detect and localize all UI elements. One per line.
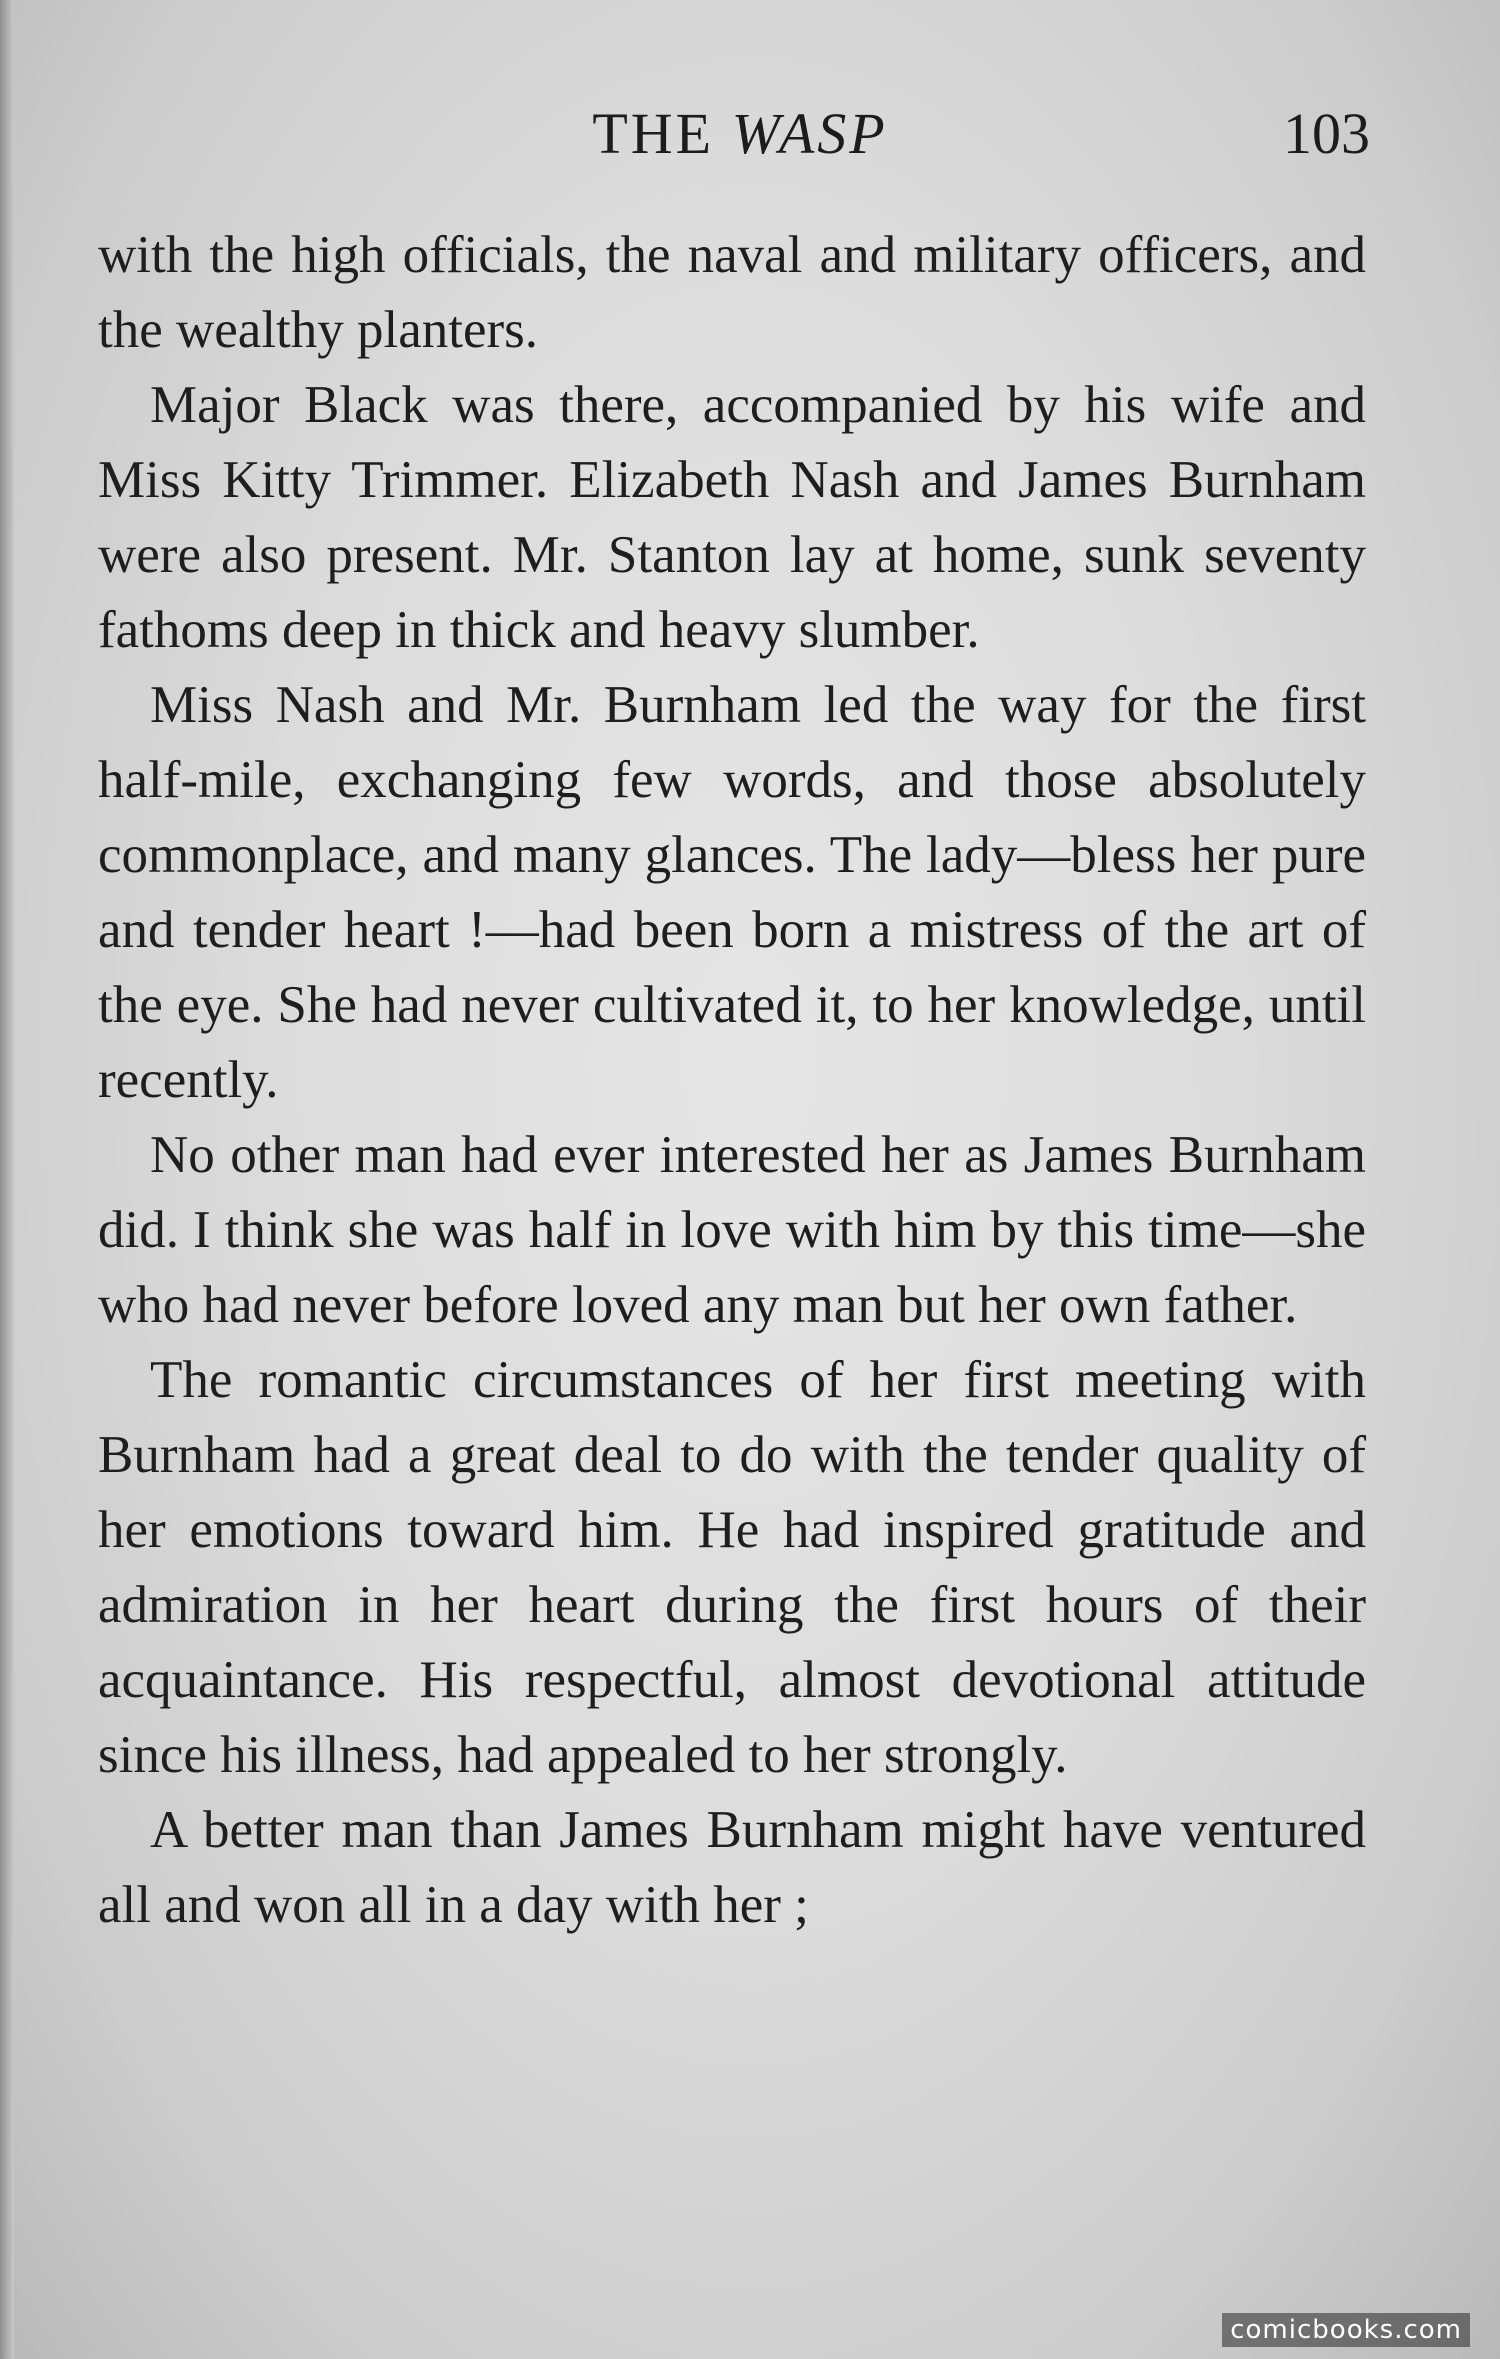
paragraph-5: The romantic circumstances of her first meeting with Burnham had a great deal to do with the tender quality of her emotions toward him. He had inspired gratitude and admiration in her heart during the first hours of their acquaintance. His respectful, almost devotional attitude since his illness, had appealed to her strongly. [98,1351,1366,1784]
paragraph-4: No other man had ever interested her as James Burnham did. I think she was half in love with him by this time—she who had never before loved any man but her own father. [98,1126,1366,1334]
paragraph-2: Major Black was there, accompanied by his wife and Miss Kitty Trimmer. Elizabeth Nash and James Burnham were also present. Mr. Stanton lay at home, sunk seventy fathoms deep in thick and heavy slumber. [98,376,1366,659]
paragraph-1: with the high officials, the naval and military officers, and the wealthy planters. [98,226,1366,359]
running-header [110,100,1370,180]
running-title-plain: THE [592,101,732,166]
watermark: comicbooks.com [1222,2313,1470,2347]
page-number: 103 [1283,101,1370,166]
paragraph-3: Miss Nash and Mr. Burnham led the way for the first half-mile, exchanging few words, and those absolutely commonplace, and many glances. The lady—bless her pure and tender heart !—had been born a mistress of the art of the eye. She had never cultivated it, to her knowledge, until recently. [98,676,1366,1109]
body-text [98,218,1366,1943]
page-gutter-shadow [0,0,14,2359]
paragraph-6: A better man than James Burnham might have ventured all and won all in a day with her ; [98,1801,1366,1934]
running-title-italic: WASP [731,101,888,166]
running-title [110,100,1370,167]
